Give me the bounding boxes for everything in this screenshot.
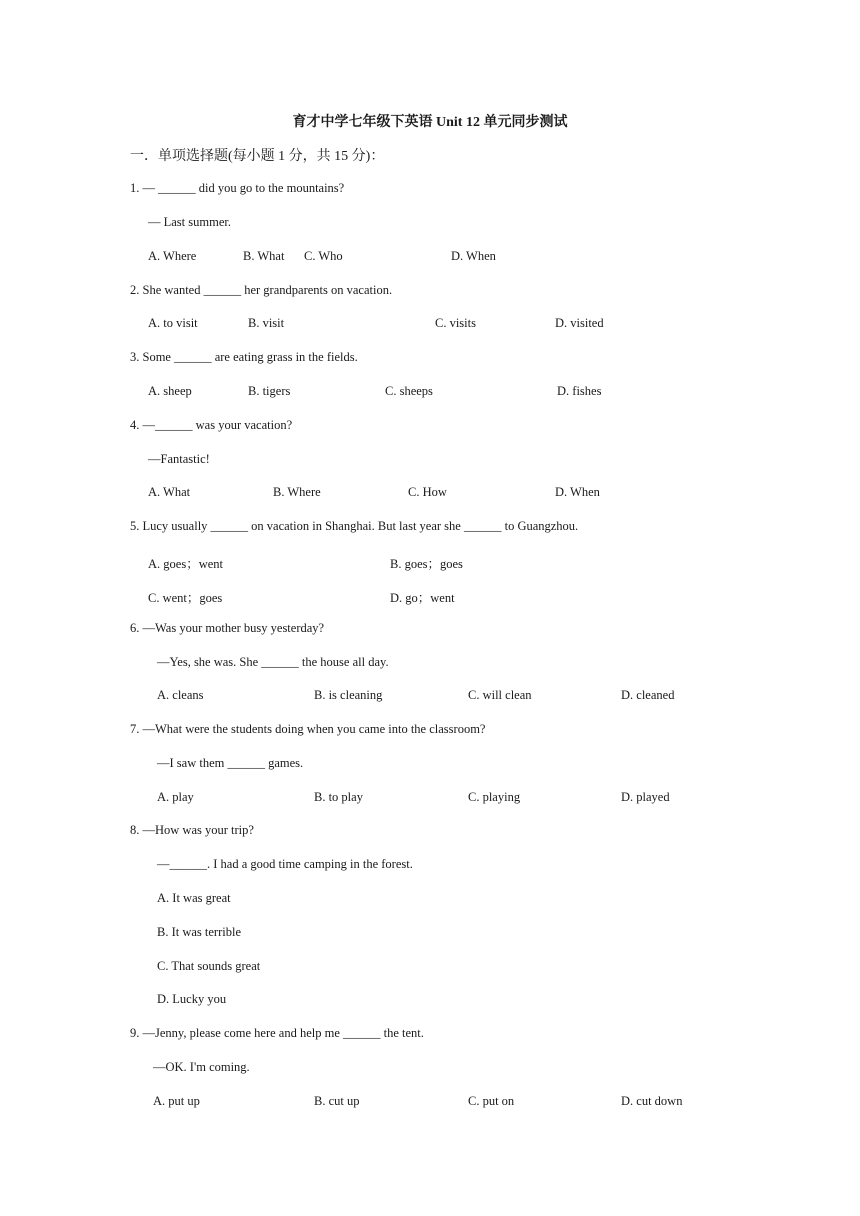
question-5-option-a: A. goes；went xyxy=(148,557,223,571)
question-9-option-b: B. cut up xyxy=(314,1094,360,1108)
question-6-option-b: B. is cleaning xyxy=(314,688,383,702)
question-3-stem: 3. Some ______ are eating grass in the fields. xyxy=(130,350,358,364)
question-2-option-a: A. to visit xyxy=(148,316,198,330)
question-4-option-c: C. How xyxy=(408,485,447,499)
question-2-option-c: C. visits xyxy=(435,316,476,330)
question-4-option-d: D. When xyxy=(555,485,600,499)
question-4-stem: 4. —______ was your vacation? xyxy=(130,418,293,432)
question-4-option-a: A. What xyxy=(148,485,191,499)
question-3-option-c: C. sheeps xyxy=(385,384,433,398)
question-9-stem: 9. —Jenny, please come here and help me ______ the tent. xyxy=(130,1026,424,1040)
question-7-stem: 7. —What were the students doing when you came into the classroom? xyxy=(130,722,486,736)
question-7-option-b: B. to play xyxy=(314,790,363,804)
question-7-option-c: C. playing xyxy=(468,790,521,804)
question-1-reply: — Last summer. xyxy=(148,215,231,229)
question-5-option-b: B. goes；goes xyxy=(390,557,463,571)
question-5-option-d: D. go；went xyxy=(390,591,455,605)
question-8-option-c: C. That sounds great xyxy=(157,959,261,973)
question-2-stem: 2. She wanted ______ her grandparents on vacation. xyxy=(130,283,393,297)
question-6-reply: —Yes, she was. She ______ the house all day. xyxy=(157,655,389,669)
question-9-option-d: D. cut down xyxy=(621,1094,683,1108)
question-3-option-b: B. tigers xyxy=(248,384,291,398)
question-3-option-a: A. sheep xyxy=(148,384,192,398)
question-4-reply: —Fantastic! xyxy=(148,452,210,466)
question-6-option-c: C. will clean xyxy=(468,688,532,702)
question-2-option-d: D. visited xyxy=(555,316,604,330)
question-8-option-b: B. It was terrible xyxy=(157,925,242,939)
question-1-option-a: A. Where xyxy=(148,249,197,263)
question-1-stem: 1. — ______ did you go to the mountains? xyxy=(130,181,345,195)
question-8-stem: 8. —How was your trip? xyxy=(130,823,254,837)
question-6-option-a: A. cleans xyxy=(157,688,204,702)
question-4-option-b: B. Where xyxy=(273,485,321,499)
question-6-option-d: D. cleaned xyxy=(621,688,675,702)
question-3-option-d: D. fishes xyxy=(557,384,602,398)
question-8-reply: —______. I had a good time camping in the forest. xyxy=(157,857,413,871)
question-2-option-b: B. visit xyxy=(248,316,285,330)
section-heading: 一．单项选择题(每小题 1 分，共 15 分)： xyxy=(130,149,385,164)
question-6-stem: 6. —Was your mother busy yesterday? xyxy=(130,621,325,635)
question-7-reply: —I saw them ______ games. xyxy=(157,756,304,770)
question-8-option-d: D. Lucky you xyxy=(157,992,227,1006)
question-1-option-c: C. Who xyxy=(304,249,343,263)
question-1-option-d: D. When xyxy=(451,249,496,263)
question-9-option-c: C. put on xyxy=(468,1094,515,1108)
question-5-option-c: C. went；goes xyxy=(148,591,223,605)
question-1-option-b: B. What xyxy=(243,249,285,263)
question-7-option-d: D. played xyxy=(621,790,670,804)
question-7-option-a: A. play xyxy=(157,790,194,804)
question-5-stem: 5. Lucy usually ______ on vacation in Shanghai. But last year she ______ to Guangzhou. xyxy=(130,519,579,533)
question-9-option-a: A. put up xyxy=(153,1094,200,1108)
question-8-option-a: A. It was great xyxy=(157,891,231,905)
page-title: 育才中学七年级下英语 Unit 12 单元同步测试 xyxy=(292,115,568,130)
question-9-reply: —OK. I'm coming. xyxy=(153,1060,250,1074)
